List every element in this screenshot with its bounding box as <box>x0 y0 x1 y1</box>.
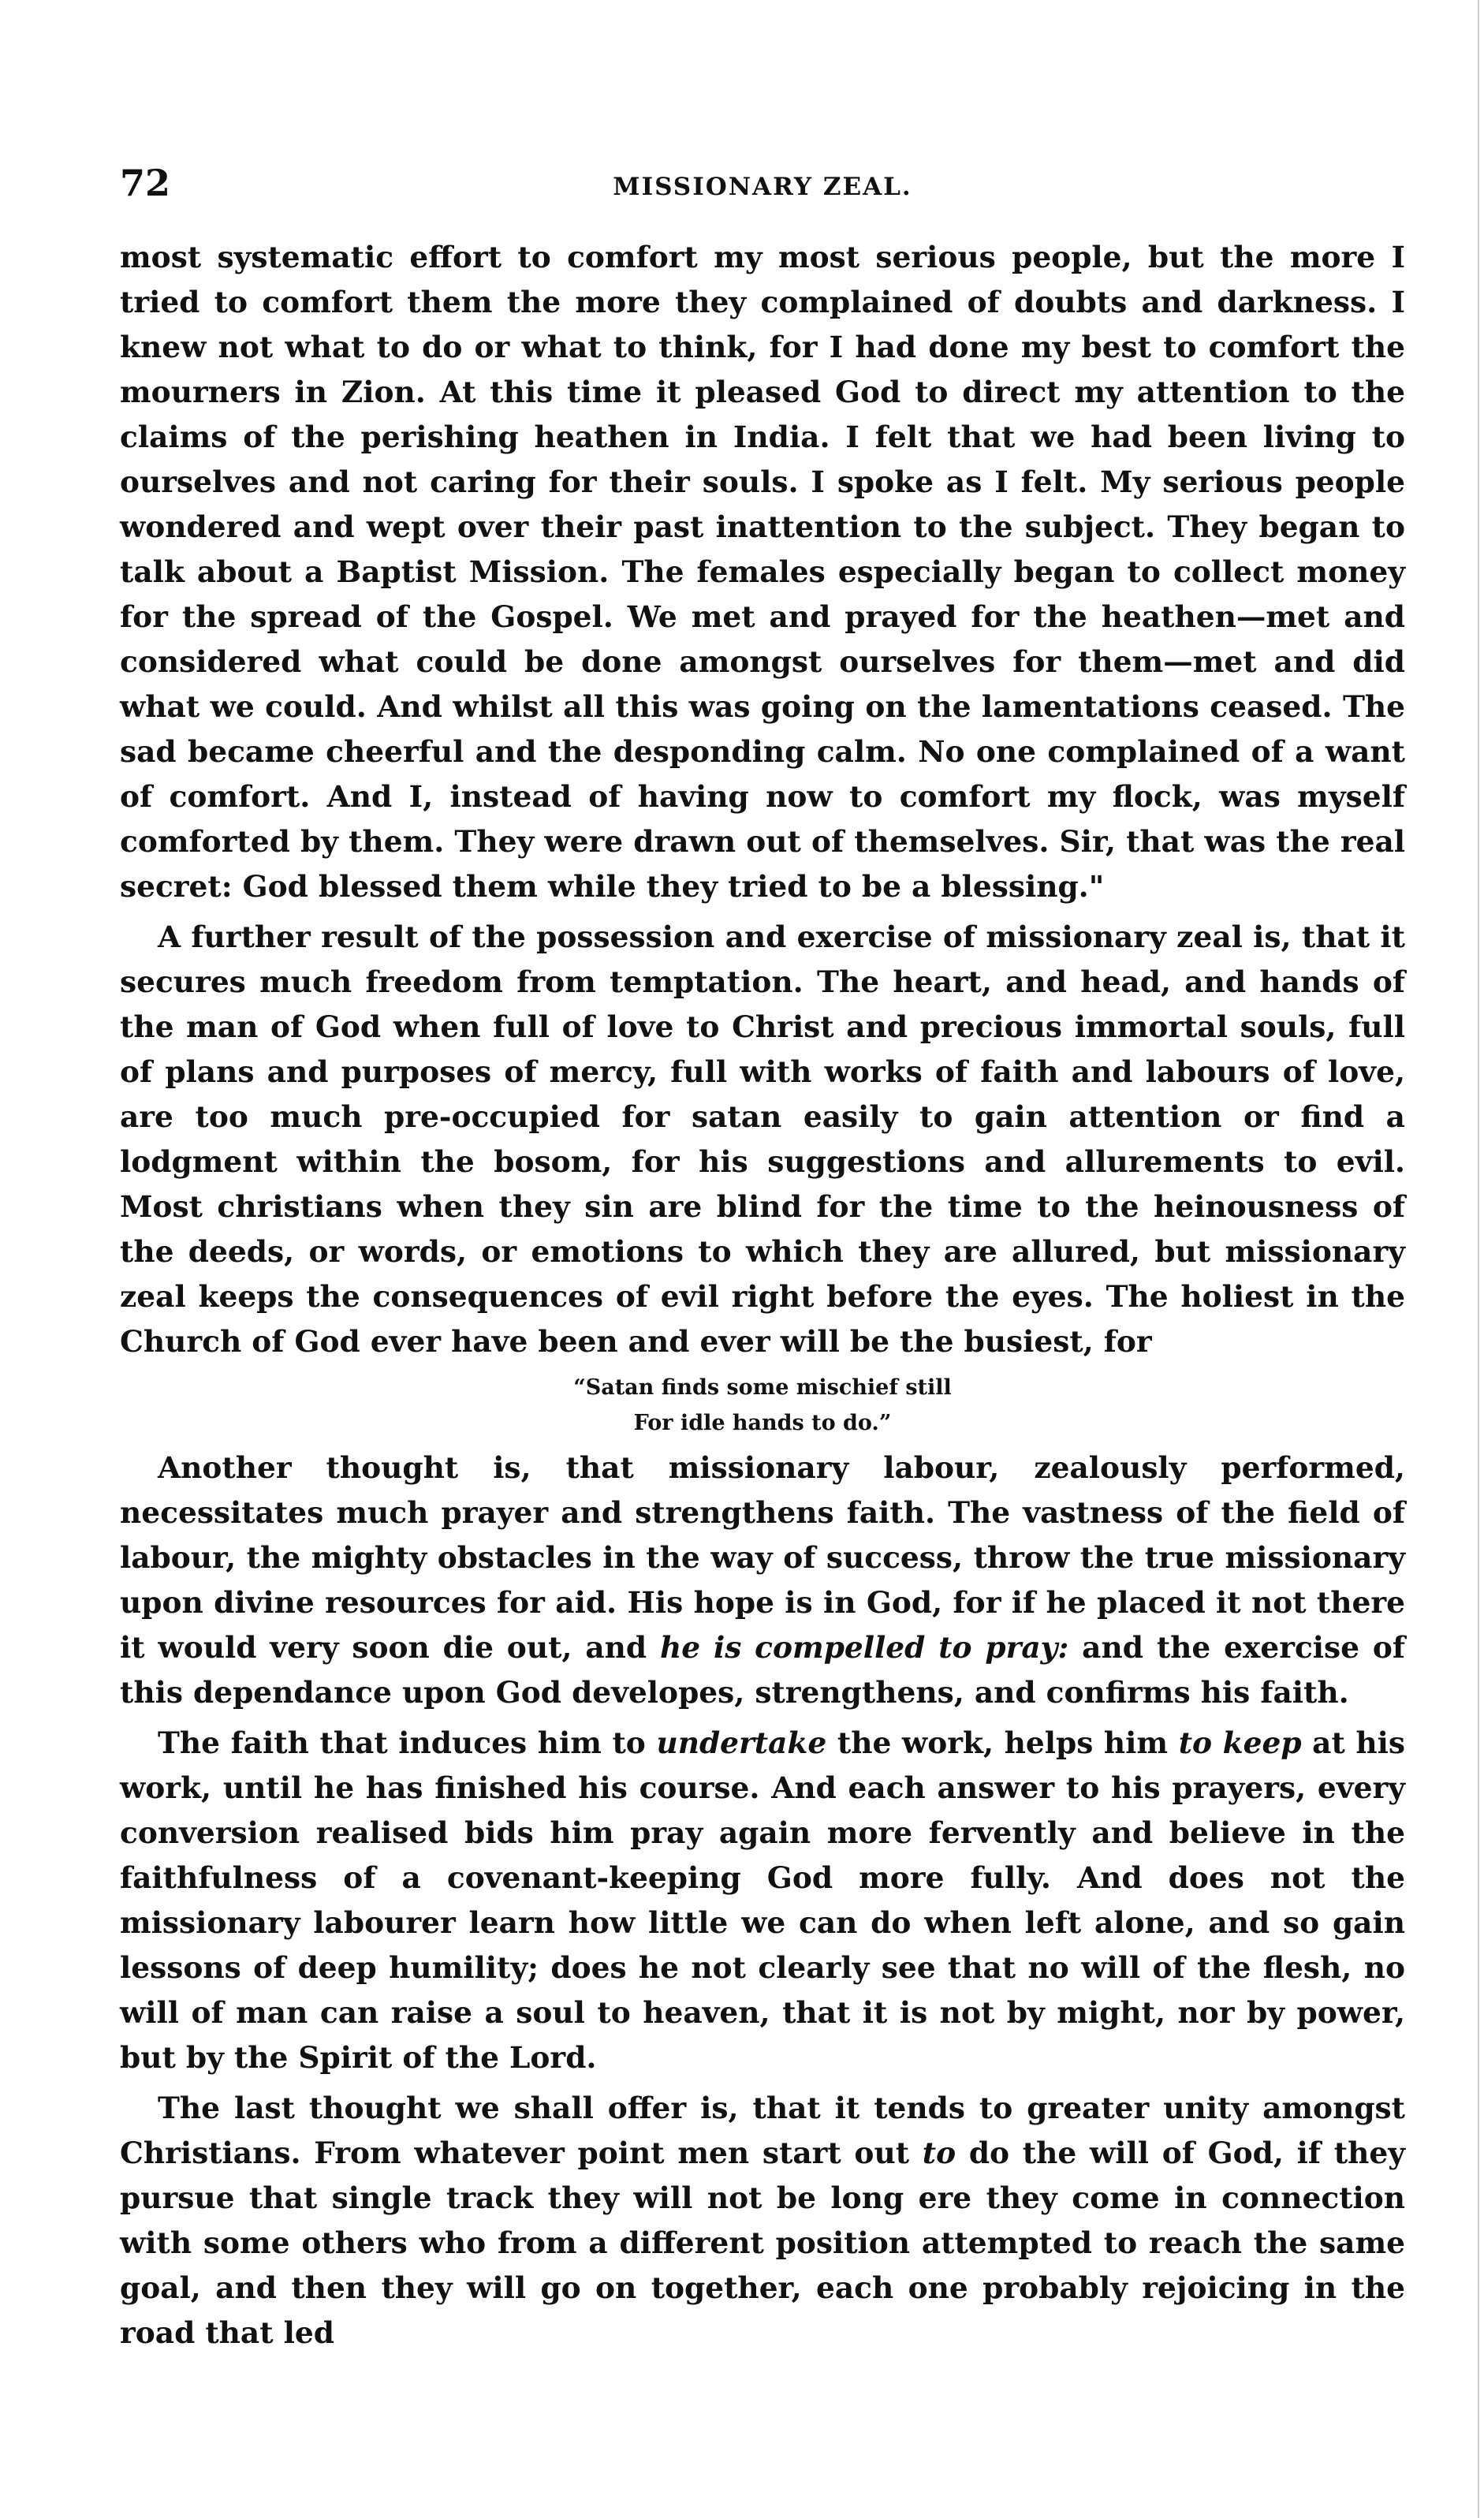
page-body <box>120 235 1405 2361</box>
paragraph-faith-text-1: The faith that induces him to <box>158 1725 657 1760</box>
page-header <box>120 162 1405 209</box>
paragraph-temptation: A further result of the possession and exercise of missionary zeal is, that it secures much freedom from temptation. The heart, and head, and hands of the man of God when full of love to Christ and precious immortal souls, full of plans and purposes of mercy, full with works of faith and labours of love, are too much pre-occupied for satan easily to gain attention or find a lodgment within the bosom, for his suggestions and allurements to evil. Most christians when they sin are blind for the time to the heinousness of the deeds, or words, or emotions to which they are allured, but missionary zeal keeps the consequences of evil right before the eyes. The holiest in the Church of God ever have been and ever will be the busiest, for <box>120 920 1405 1359</box>
paragraph-faith-emphasis-2: to keep <box>1178 1725 1302 1760</box>
verse-line-2: For idle hands to do.” <box>633 1411 892 1435</box>
page-edge-line <box>1478 0 1479 2518</box>
paragraph-unity <box>120 2086 1405 2356</box>
paragraph-faith-text-3: at his work, until he has finished his course. And each answer to his prayers, every conversion realised bids him pray again more fervently and believe in the faithfulness of a covenant-keeping God more fully. And does not the missionary labourer learn how little we can do when left alone, and so gain lessons of deep humility; does he not clearly see that no will of the flesh, no will of man can raise a soul to heaven, that it is not by might, nor by power, but by the Spirit of the Lord. <box>120 1725 1406 2075</box>
paragraph-unity-text-2: do the will of God, if they pursue that single track they will not be long ere they come in connection with some others who from a different position attempted to reach the same goal, and then they will go on together, each one probably rejoicing in the road that led <box>120 2136 1405 2350</box>
paragraph-faith <box>120 1721 1405 2080</box>
paragraph-unity-emphasis: to <box>922 2136 956 2170</box>
running-title: MISSIONARY ZEAL. <box>613 173 912 201</box>
verse-quote <box>120 1370 1405 1441</box>
page-number: 72 <box>120 162 171 204</box>
paragraph-prayer <box>120 1446 1405 1715</box>
paragraph-unity-text-1: The last thought we shall offer is, that it tends to greater unity amongst Christians. From whatever point men start out <box>120 2091 1405 2170</box>
paragraph-prayer-emphasis: he is compelled to pray: <box>659 1630 1069 1665</box>
paragraph-prayer-text-1: Another thought is, that missionary labour, zealously performed, necessitates much prayer and strengthens faith. The vastness of the field of labour, the mighty obstacles in the way of success, throw the true missionary upon divine resources for aid. His hope is in God, for if he placed it not there it would very soon die out, and <box>120 1450 1405 1665</box>
paragraph-faith-emphasis-1: undertake <box>656 1725 827 1760</box>
verse-line-1: “Satan finds some mischief still <box>573 1375 952 1400</box>
paragraph-faith-text-2: the work, helps him <box>826 1725 1179 1760</box>
paragraph-continued: most systematic effort to comfort my most serious people, but the more I tried to comfort them the more they complained of doubts and darkness. I knew not what to do or what to think, for I had done my best to comfort the mourners in Zion. At this time it pleased God to direct my attention to the claims of the perishing heathen in India. I felt that we had been living to ourselves and not caring for their souls. I spoke as I felt. My serious people wondered and wept over their past inattention to the subject. They began to talk about a Baptist Mission. The females especially began to collect money for the spread of the Gospel. We met and prayed for the heathen—met and considered what could be done amongst ourselves for them—met and did what we could. And whilst all this was going on the lamentations ceased. The sad became cheerful and the desponding calm. No one complained of a want of comfort. And I, instead of having now to comfort my flock, was myself comforted by them. They were drawn out of themselves. Sir, that was the real secret: God blessed them while they tried to be a blessing." <box>120 240 1405 904</box>
paragraph-prayer-text-2: and the exercise of this dependance upon God developes, strengthens, and confirms his faith. <box>120 1630 1405 1710</box>
